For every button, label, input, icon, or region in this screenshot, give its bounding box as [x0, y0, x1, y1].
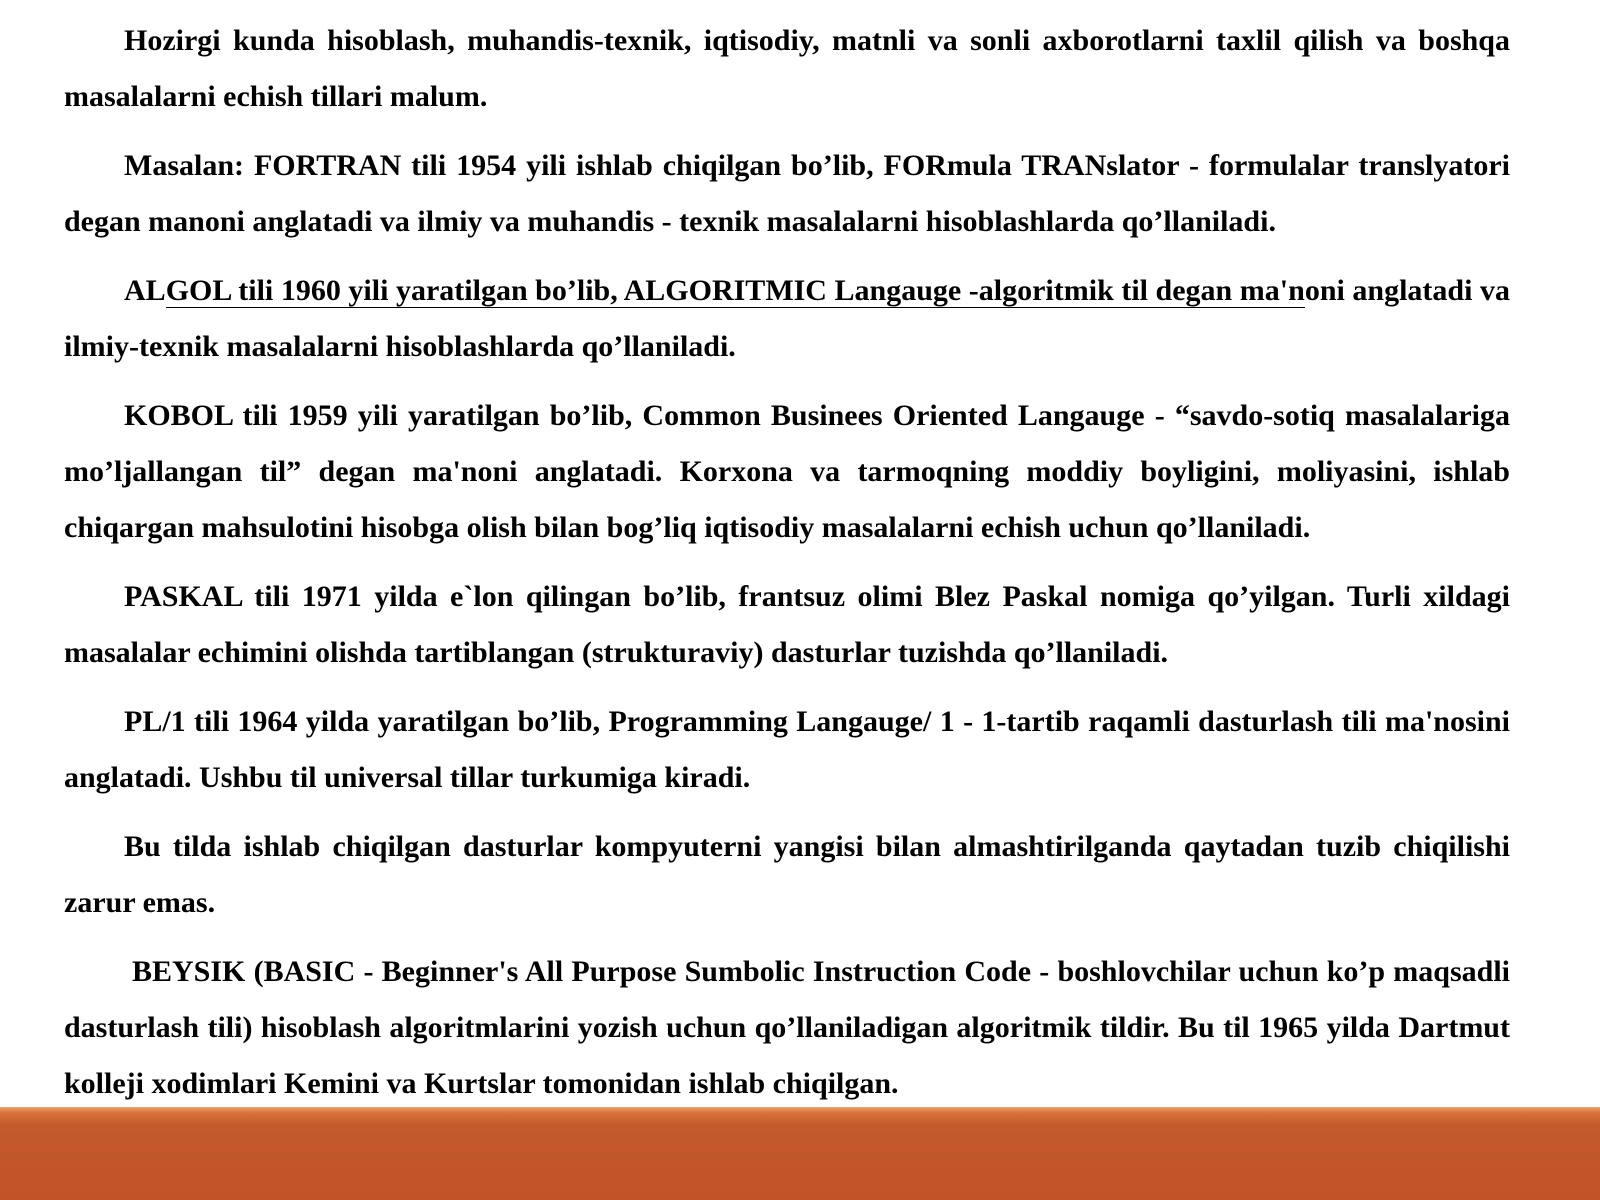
algol-text-start: AL [124, 274, 166, 307]
paragraph-intro: Hozirgi kunda hisoblash, muhandis-texnik, iqtisodiy, matnli va sonli axborotlarni taxlil qilish va boshqa masalalarni echish tillari malum. [64, 24, 1510, 113]
paragraph-bu-tilda: Bu tilda ishlab chiqilgan dasturlar kompyuterni yangisi bilan almashtirilganda qaytadan tuzib chiqilishi zarur emas. [64, 830, 1510, 919]
algol-underlined-text: GOL tili 1960 yili yaratilgan bo’lib, ALGORITMIC Langauge -algoritmik til degan ma'n [165, 274, 1305, 307]
paragraph-paskal: PASKAL tili 1971 yilda e`lon qilingan bo’lib, frantsuz olimi Blez Paskal nomiga qo’yilgan. Turli xildagi masalalar echimini olishda tartiblangan (strukturaviy) dasturlar tuzishda qo’llaniladi. [64, 580, 1510, 669]
paragraph-pl1: PL/1 tili 1964 yilda yaratilgan bo’lib, Programming Langauge/ 1 - 1-tartib raqamli dasturlash tili ma'nosini anglatadi. Ushbu til universal tillar turkumiga kiradi. [64, 705, 1510, 794]
paragraph-algol [64, 263, 1510, 375]
paragraph-fortran: Masalan: FORTRAN tili 1954 yili ishlab chiqilgan bo’lib, FORmula TRANslator - formulalar translyatori degan manoni anglatadi va ilmiy va muhandis - texnik masalalarni hisoblashlarda qo’llaniladi. [64, 149, 1510, 238]
document-body [64, 13, 1510, 1125]
algol-text-end: oni [1304, 274, 1345, 307]
algol-text-continuation: anglatadi va ilmiy-texnik masalalarni hisoblashlarda qo’llaniladi. [64, 274, 1510, 363]
paragraph-beysik: BEYSIK (BASIC - Beginner's All Purpose Sumbolic Instruction Code - boshlovchilar uchun ko’p maqsadli dasturlash tili) hisoblash algoritmlarini yozish uchun qo’llaniladigan algoritmik tildir. Bu til 1965 yilda Dartmut kolleji xodimlari Kemini va Kurtslar tomonidan ishlab chiqilgan. [64, 955, 1510, 1100]
paragraph-kobol: KOBOL tili 1959 yili yaratilgan bo’lib, Common Businees Oriented Langauge - “savdo-sotiq masalalariga mo’ljallangan til” degan ma'noni anglatadi. Korxona va tarmoqning moddiy boyligini, moliyasini, ishlab chiqargan mahsulotini hisobga olish bilan bog’liq iqtisodiy masalalarni echish uchun qo’llaniladi. [64, 399, 1510, 544]
